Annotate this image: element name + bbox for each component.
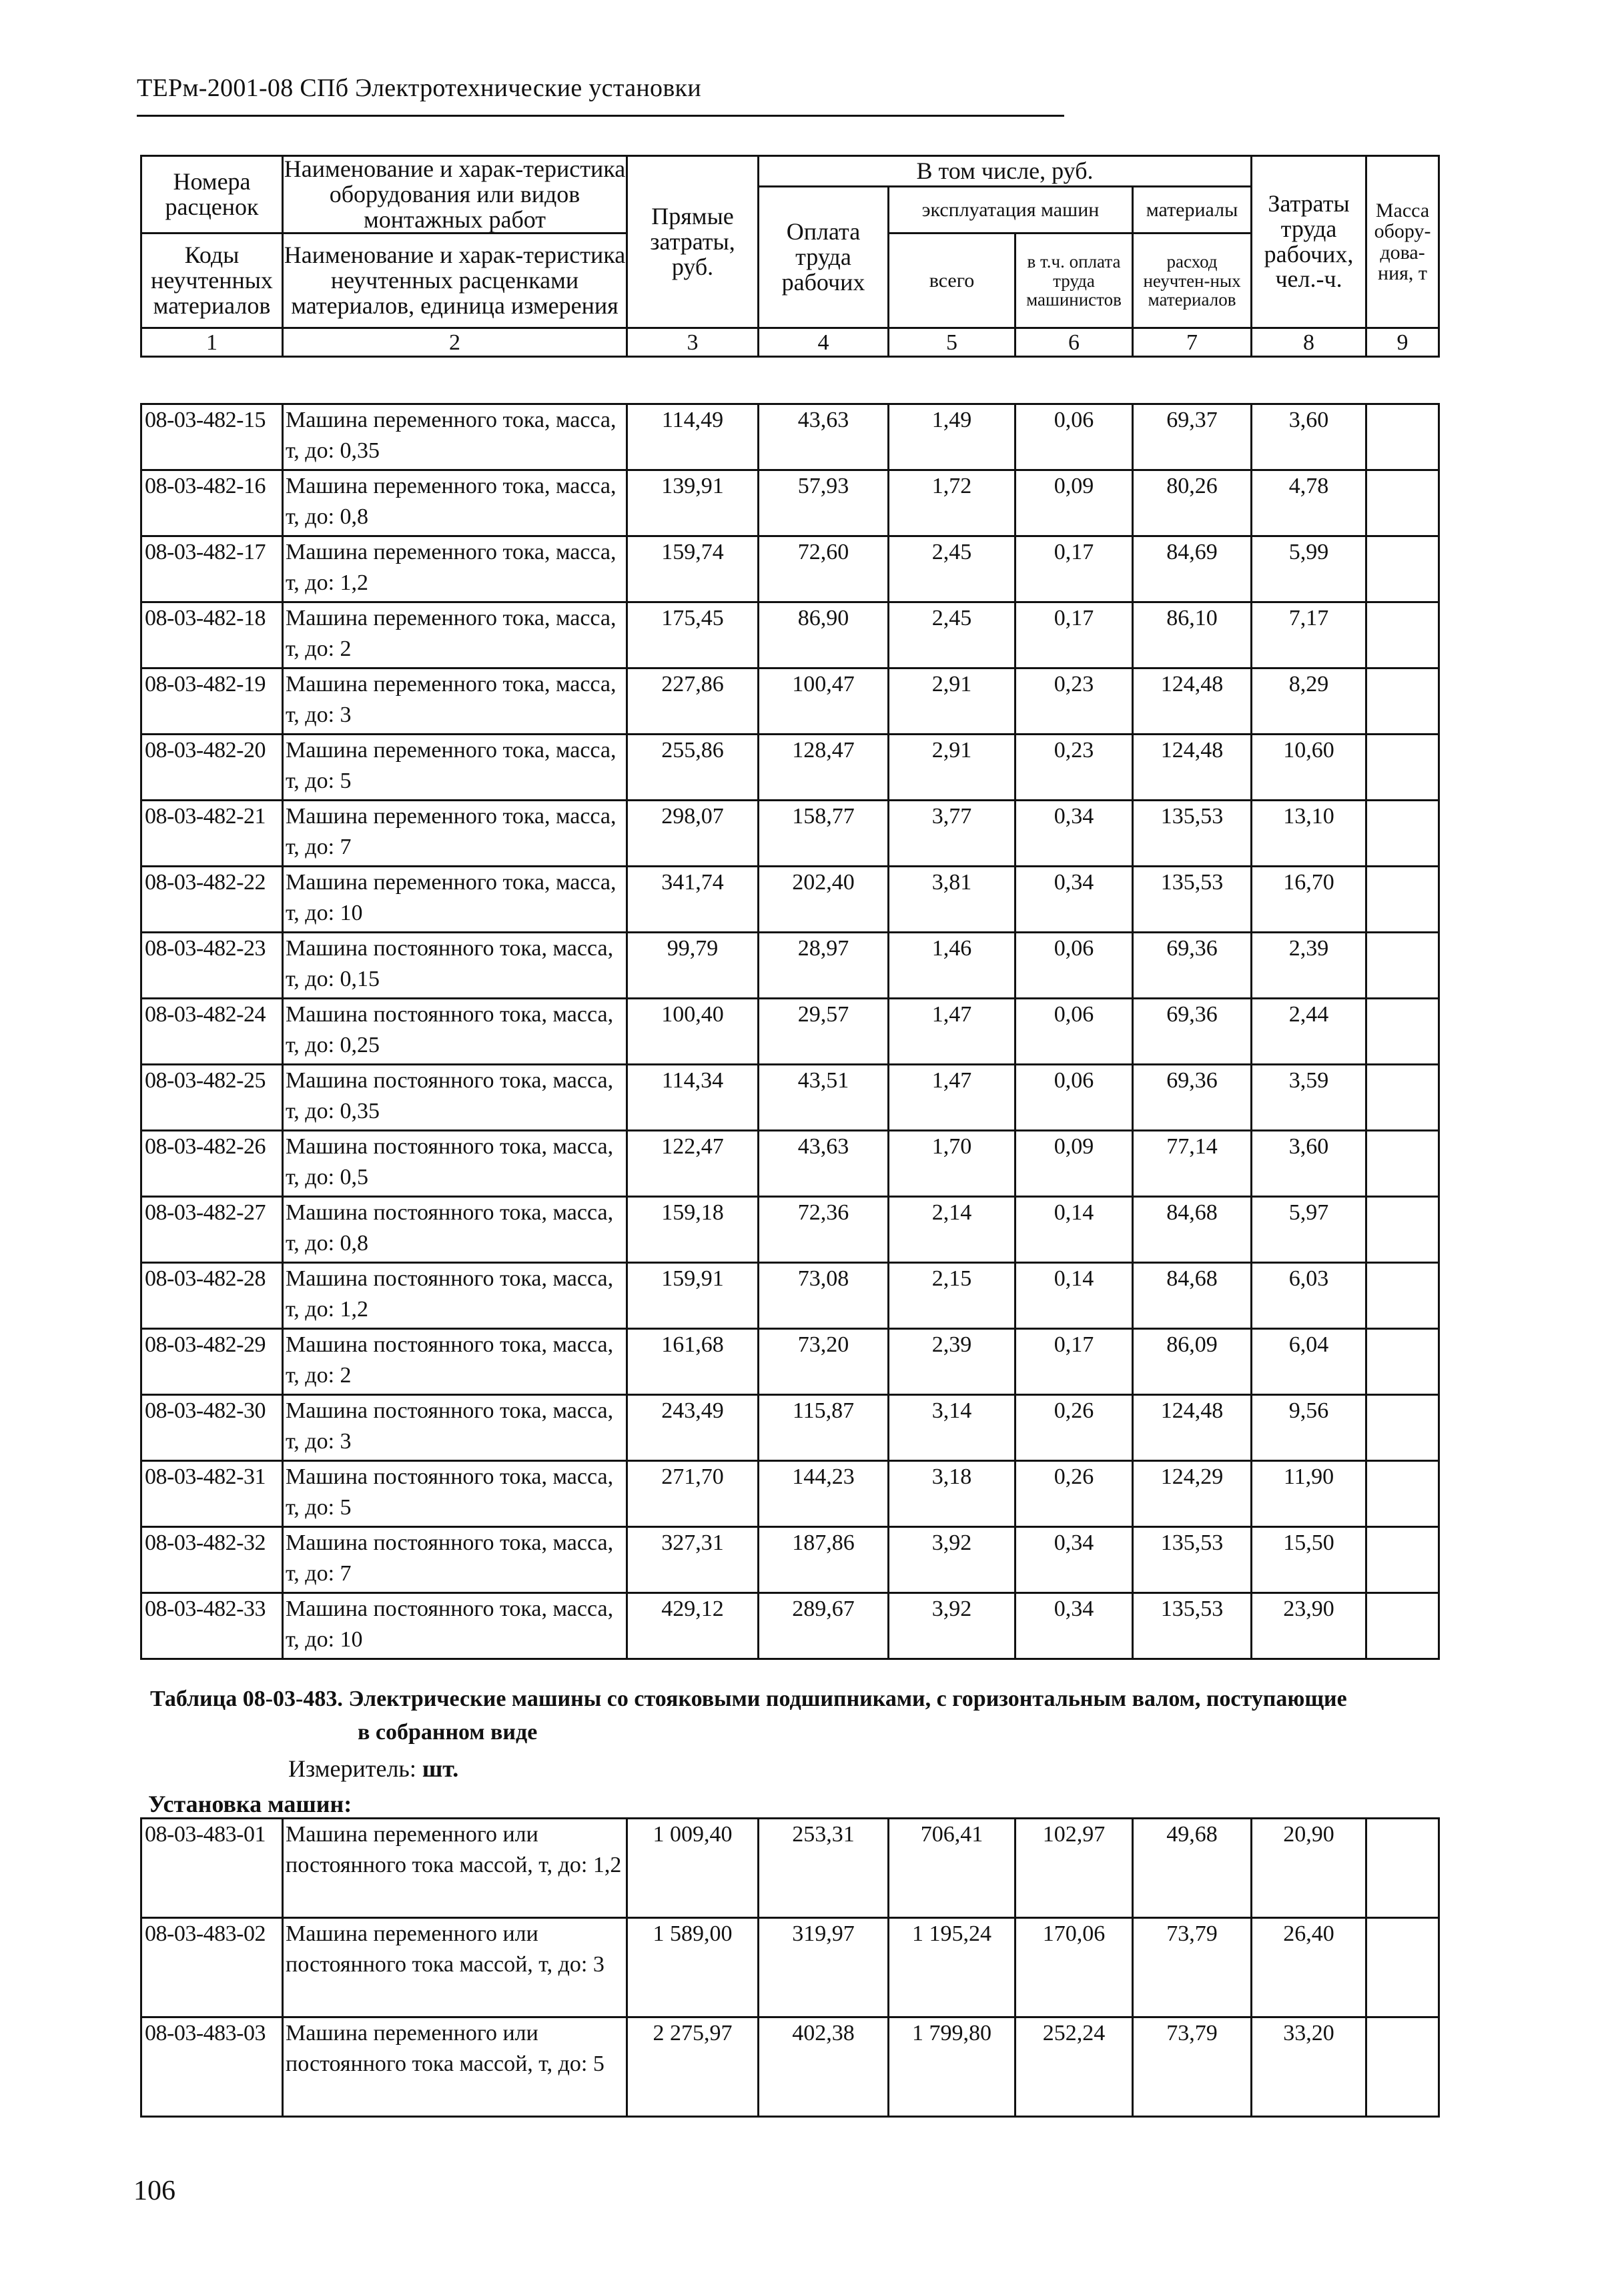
work-name-cell: Машина переменного тока, масса, т, до: 1,2 (283, 536, 627, 602)
table-row (141, 999, 1439, 1065)
rate-code-cell: 08-03-482-26 (141, 1131, 283, 1197)
work-name-cell: Машина переменного тока, масса, т, до: 0,8 (283, 470, 627, 536)
equipment-mass-cell (1366, 602, 1439, 668)
equipment-mass-cell (1366, 536, 1439, 602)
machinist-pay-cell: 0,17 (1016, 1329, 1133, 1395)
rate-code-cell: 08-03-482-16 (141, 470, 283, 536)
column-number: 7 (1133, 328, 1252, 357)
labor-hours-cell: 3,59 (1252, 1065, 1366, 1131)
direct-costs-cell: 255,86 (627, 735, 759, 801)
rate-code-cell: 08-03-482-31 (141, 1461, 283, 1527)
machine-cost-total-cell: 2,91 (889, 668, 1016, 735)
labor-hours-cell: 6,04 (1252, 1329, 1366, 1395)
labor-pay-cell: 144,23 (759, 1461, 889, 1527)
section-heading: Установка машин: (148, 1791, 352, 1817)
table-row (141, 2017, 1439, 2117)
column-number: 3 (627, 328, 759, 357)
materials-cost-cell: 84,68 (1133, 1197, 1252, 1263)
machine-cost-total-cell: 3,81 (889, 867, 1016, 933)
table-row (141, 933, 1439, 999)
direct-costs-cell: 327,31 (627, 1527, 759, 1593)
labor-hours-cell: 4,78 (1252, 470, 1366, 536)
equipment-mass-cell (1366, 933, 1439, 999)
header-equipment-mass: Масса обору-дова-ния, т (1366, 156, 1439, 328)
machine-cost-total-cell: 2,45 (889, 602, 1016, 668)
labor-pay-cell: 253,31 (759, 1819, 889, 1918)
machinist-pay-cell: 0,06 (1016, 933, 1133, 999)
materials-cost-cell: 69,36 (1133, 1065, 1252, 1131)
equipment-mass-cell (1366, 668, 1439, 735)
rate-code-cell: 08-03-482-28 (141, 1263, 283, 1329)
direct-costs-cell: 1 589,00 (627, 1918, 759, 2017)
table-row (141, 602, 1439, 668)
equipment-mass-cell (1366, 470, 1439, 536)
labor-hours-cell: 20,90 (1252, 1819, 1366, 1918)
table-row (141, 1131, 1439, 1197)
materials-cost-cell: 86,10 (1133, 602, 1252, 668)
work-name-cell: Машина переменного или постоянного тока массой, т, до: 3 (283, 1918, 627, 2017)
machinist-pay-cell: 0,14 (1016, 1197, 1133, 1263)
table-row (141, 404, 1439, 470)
page-header-title: ТЕРм-2001-08 СПб Электротехнические установки (137, 74, 701, 102)
machine-cost-total-cell: 1,46 (889, 933, 1016, 999)
equipment-mass-cell (1366, 801, 1439, 867)
direct-costs-cell: 175,45 (627, 602, 759, 668)
machine-cost-total-cell: 1 195,24 (889, 1918, 1016, 2017)
machinist-pay-cell: 0,26 (1016, 1395, 1133, 1461)
rate-code-cell: 08-03-483-02 (141, 1918, 283, 2017)
direct-costs-cell: 159,18 (627, 1197, 759, 1263)
equipment-mass-cell (1366, 1527, 1439, 1593)
equipment-mass-cell (1366, 1918, 1439, 2017)
labor-pay-cell: 319,97 (759, 1918, 889, 2017)
table-row (141, 1527, 1439, 1593)
table-483-title (150, 1683, 1451, 1749)
labor-pay-cell: 72,36 (759, 1197, 889, 1263)
header-direct-costs: Прямые затраты, руб. (627, 156, 759, 328)
direct-costs-cell: 159,91 (627, 1263, 759, 1329)
machinist-pay-cell: 0,34 (1016, 1527, 1133, 1593)
machine-cost-total-cell: 2,39 (889, 1329, 1016, 1395)
machinist-pay-cell: 102,97 (1016, 1819, 1133, 1918)
rate-code-cell: 08-03-482-25 (141, 1065, 283, 1131)
column-number: 5 (889, 328, 1016, 357)
machinist-pay-cell: 0,06 (1016, 1065, 1133, 1131)
machine-cost-total-cell: 1,70 (889, 1131, 1016, 1197)
table-row (141, 1819, 1439, 1918)
work-name-cell: Машина постоянного тока, масса, т, до: 5 (283, 1461, 627, 1527)
equipment-mass-cell (1366, 1819, 1439, 1918)
rate-code-cell: 08-03-483-03 (141, 2017, 283, 2117)
work-name-cell: Машина постоянного тока, масса, т, до: 10 (283, 1593, 627, 1659)
machine-cost-total-cell: 3,92 (889, 1593, 1016, 1659)
materials-cost-cell: 80,26 (1133, 470, 1252, 536)
equipment-mass-cell (1366, 735, 1439, 801)
labor-pay-cell: 100,47 (759, 668, 889, 735)
work-name-cell: Машина переменного тока, масса, т, до: 3 (283, 668, 627, 735)
rates-table-482 (140, 403, 1440, 1660)
materials-cost-cell: 49,68 (1133, 1819, 1252, 1918)
header-machine-operation: эксплуатация машин (889, 187, 1133, 234)
machine-cost-total-cell: 1,47 (889, 1065, 1016, 1131)
materials-cost-cell: 124,48 (1133, 1395, 1252, 1461)
labor-hours-cell: 13,10 (1252, 801, 1366, 867)
meter-label: Измеритель: (288, 1755, 416, 1782)
rate-code-cell: 08-03-482-33 (141, 1593, 283, 1659)
direct-costs-cell: 243,49 (627, 1395, 759, 1461)
direct-costs-cell: 114,49 (627, 404, 759, 470)
rate-code-cell: 08-03-482-32 (141, 1527, 283, 1593)
work-name-cell: Машина постоянного тока, масса, т, до: 1,2 (283, 1263, 627, 1329)
header-material-description: Наименование и харак-теристика неучтенных расценками материалов, единица измерения (283, 234, 627, 328)
machinist-pay-cell: 0,06 (1016, 999, 1133, 1065)
column-number: 4 (759, 328, 889, 357)
direct-costs-cell: 429,12 (627, 1593, 759, 1659)
machine-cost-total-cell: 706,41 (889, 1819, 1016, 1918)
rate-code-cell: 08-03-482-23 (141, 933, 283, 999)
table-483-title-line: Таблица 08-03-483. Электрические машины со стояковыми подшипниками, с горизонтальным валом, поступающие (150, 1687, 1347, 1711)
rate-code-cell: 08-03-482-20 (141, 735, 283, 801)
labor-pay-cell: 402,38 (759, 2017, 889, 2117)
table-row (141, 801, 1439, 867)
materials-cost-cell: 77,14 (1133, 1131, 1252, 1197)
direct-costs-cell: 139,91 (627, 470, 759, 536)
labor-pay-cell: 187,86 (759, 1527, 889, 1593)
labor-hours-cell: 8,29 (1252, 668, 1366, 735)
equipment-mass-cell (1366, 1065, 1439, 1131)
equipment-mass-cell (1366, 1395, 1439, 1461)
labor-hours-cell: 9,56 (1252, 1395, 1366, 1461)
equipment-mass-cell (1366, 2017, 1439, 2117)
column-number: 6 (1016, 328, 1133, 357)
rate-code-cell: 08-03-482-18 (141, 602, 283, 668)
table-row (141, 1263, 1439, 1329)
machine-cost-total-cell: 2,14 (889, 1197, 1016, 1263)
materials-cost-cell: 124,29 (1133, 1461, 1252, 1527)
header-including-group: В том числе, руб. (759, 156, 1252, 187)
labor-hours-cell: 7,17 (1252, 602, 1366, 668)
labor-pay-cell: 202,40 (759, 867, 889, 933)
column-number: 8 (1252, 328, 1366, 357)
table-row (141, 1395, 1439, 1461)
work-name-cell: Машина постоянного тока, масса, т, до: 7 (283, 1527, 627, 1593)
column-header-table (140, 155, 1440, 358)
column-number: 2 (283, 328, 627, 357)
labor-pay-cell: 57,93 (759, 470, 889, 536)
unit-of-measure (288, 1755, 458, 1783)
materials-cost-cell: 135,53 (1133, 1527, 1252, 1593)
rate-code-cell: 08-03-482-17 (141, 536, 283, 602)
column-number: 9 (1366, 328, 1439, 357)
work-name-cell: Машина переменного тока, масса, т, до: 5 (283, 735, 627, 801)
machinist-pay-cell: 0,14 (1016, 1263, 1133, 1329)
materials-cost-cell: 135,53 (1133, 1593, 1252, 1659)
machinist-pay-cell: 0,26 (1016, 1461, 1133, 1527)
machinist-pay-cell: 0,06 (1016, 404, 1133, 470)
header-labor-hours: Затраты труда рабочих, чел.-ч. (1252, 156, 1366, 328)
materials-cost-cell: 73,79 (1133, 2017, 1252, 2117)
direct-costs-cell: 122,47 (627, 1131, 759, 1197)
equipment-mass-cell (1366, 1131, 1439, 1197)
table-row (141, 1329, 1439, 1395)
machinist-pay-cell: 0,34 (1016, 867, 1133, 933)
table-row (141, 668, 1439, 735)
labor-hours-cell: 10,60 (1252, 735, 1366, 801)
table-row (141, 735, 1439, 801)
column-number: 1 (141, 328, 283, 357)
labor-pay-cell: 28,97 (759, 933, 889, 999)
labor-pay-cell: 43,51 (759, 1065, 889, 1131)
table-row (141, 1065, 1439, 1131)
materials-cost-cell: 135,53 (1133, 801, 1252, 867)
table-row (141, 536, 1439, 602)
machine-cost-total-cell: 3,77 (889, 801, 1016, 867)
table-row (141, 1918, 1439, 2017)
work-name-cell: Машина переменного или постоянного тока массой, т, до: 1,2 (283, 1819, 627, 1918)
work-name-cell: Машина переменного тока, масса, т, до: 10 (283, 867, 627, 933)
table-row (141, 1593, 1439, 1659)
header-labor-pay: Оплата труда рабочих (759, 187, 889, 328)
labor-pay-cell: 158,77 (759, 801, 889, 867)
machine-cost-total-cell: 1 799,80 (889, 2017, 1016, 2117)
machine-cost-total-cell: 1,47 (889, 999, 1016, 1065)
machinist-pay-cell: 252,24 (1016, 2017, 1133, 2117)
direct-costs-cell: 99,79 (627, 933, 759, 999)
labor-hours-cell: 23,90 (1252, 1593, 1366, 1659)
rate-code-cell: 08-03-482-24 (141, 999, 283, 1065)
table-row (141, 1461, 1439, 1527)
direct-costs-cell: 2 275,97 (627, 2017, 759, 2117)
table-row (141, 867, 1439, 933)
machinist-pay-cell: 0,23 (1016, 668, 1133, 735)
labor-pay-cell: 86,90 (759, 602, 889, 668)
labor-pay-cell: 72,60 (759, 536, 889, 602)
machine-cost-total-cell: 1,49 (889, 404, 1016, 470)
work-name-cell: Машина переменного тока, масса, т, до: 2 (283, 602, 627, 668)
work-name-cell: Машина постоянного тока, масса, т, до: 0,8 (283, 1197, 627, 1263)
table-483-title-line: в собранном виде (358, 1720, 538, 1745)
direct-costs-cell: 100,40 (627, 999, 759, 1065)
machine-cost-total-cell: 1,72 (889, 470, 1016, 536)
labor-hours-cell: 2,44 (1252, 999, 1366, 1065)
equipment-mass-cell (1366, 1197, 1439, 1263)
rate-code-cell: 08-03-483-01 (141, 1819, 283, 1918)
labor-pay-cell: 43,63 (759, 1131, 889, 1197)
equipment-mass-cell (1366, 404, 1439, 470)
direct-costs-cell: 1 009,40 (627, 1819, 759, 1918)
materials-cost-cell: 135,53 (1133, 867, 1252, 933)
labor-hours-cell: 5,99 (1252, 536, 1366, 602)
header-rate-numbers: Номера расценок (141, 156, 283, 234)
direct-costs-cell: 159,74 (627, 536, 759, 602)
direct-costs-cell: 271,70 (627, 1461, 759, 1527)
materials-cost-cell: 69,36 (1133, 933, 1252, 999)
labor-pay-cell: 128,47 (759, 735, 889, 801)
direct-costs-cell: 161,68 (627, 1329, 759, 1395)
materials-cost-cell: 69,36 (1133, 999, 1252, 1065)
header-machines-total: всего (889, 234, 1016, 328)
labor-hours-cell: 16,70 (1252, 867, 1366, 933)
materials-cost-cell: 86,09 (1133, 1329, 1252, 1395)
materials-cost-cell: 73,79 (1133, 1918, 1252, 2017)
header-machinists-pay: в т.ч. оплата труда машинистов (1016, 234, 1133, 328)
header-work-description: Наименование и харак-теристика оборудования или видов монтажных работ (283, 156, 627, 234)
page-number: 106 (133, 2176, 175, 2206)
labor-hours-cell: 3,60 (1252, 1131, 1366, 1197)
rates-table-483 (140, 1817, 1440, 2118)
rate-code-cell: 08-03-482-27 (141, 1197, 283, 1263)
labor-pay-cell: 73,08 (759, 1263, 889, 1329)
header-rule (137, 115, 1064, 117)
direct-costs-cell: 298,07 (627, 801, 759, 867)
labor-hours-cell: 33,20 (1252, 2017, 1366, 2117)
rate-code-cell: 08-03-482-19 (141, 668, 283, 735)
machine-cost-total-cell: 3,14 (889, 1395, 1016, 1461)
table-row (141, 470, 1439, 536)
equipment-mass-cell (1366, 1329, 1439, 1395)
labor-pay-cell: 115,87 (759, 1395, 889, 1461)
machine-cost-total-cell: 3,18 (889, 1461, 1016, 1527)
work-name-cell: Машина переменного или постоянного тока массой, т, до: 5 (283, 2017, 627, 2117)
materials-cost-cell: 124,48 (1133, 668, 1252, 735)
rate-code-cell: 08-03-482-22 (141, 867, 283, 933)
rate-code-cell: 08-03-482-30 (141, 1395, 283, 1461)
materials-cost-cell: 124,48 (1133, 735, 1252, 801)
labor-hours-cell: 6,03 (1252, 1263, 1366, 1329)
direct-costs-cell: 114,34 (627, 1065, 759, 1131)
equipment-mass-cell (1366, 1461, 1439, 1527)
labor-hours-cell: 2,39 (1252, 933, 1366, 999)
machinist-pay-cell: 0,34 (1016, 1593, 1133, 1659)
materials-cost-cell: 69,37 (1133, 404, 1252, 470)
labor-hours-cell: 11,90 (1252, 1461, 1366, 1527)
machinist-pay-cell: 0,09 (1016, 1131, 1133, 1197)
labor-hours-cell: 26,40 (1252, 1918, 1366, 2017)
direct-costs-cell: 341,74 (627, 867, 759, 933)
machinist-pay-cell: 0,23 (1016, 735, 1133, 801)
labor-pay-cell: 289,67 (759, 1593, 889, 1659)
equipment-mass-cell (1366, 867, 1439, 933)
labor-pay-cell: 43,63 (759, 404, 889, 470)
machinist-pay-cell: 0,09 (1016, 470, 1133, 536)
header-materials: материалы (1133, 187, 1252, 234)
labor-pay-cell: 73,20 (759, 1329, 889, 1395)
work-name-cell: Машина постоянного тока, масса, т, до: 0,5 (283, 1131, 627, 1197)
rate-code-cell: 08-03-482-15 (141, 404, 283, 470)
machinist-pay-cell: 0,34 (1016, 801, 1133, 867)
labor-hours-cell: 15,50 (1252, 1527, 1366, 1593)
work-name-cell: Машина переменного тока, масса, т, до: 0,35 (283, 404, 627, 470)
header-material-codes: Коды неучтенных материалов (141, 234, 283, 328)
header-unaccounted-materials: расход неучтен-ных материалов (1133, 234, 1252, 328)
work-name-cell: Машина постоянного тока, масса, т, до: 0,35 (283, 1065, 627, 1131)
table-row (141, 1197, 1439, 1263)
work-name-cell: Машина переменного тока, масса, т, до: 7 (283, 801, 627, 867)
labor-pay-cell: 29,57 (759, 999, 889, 1065)
materials-cost-cell: 84,68 (1133, 1263, 1252, 1329)
machine-cost-total-cell: 2,15 (889, 1263, 1016, 1329)
equipment-mass-cell (1366, 1593, 1439, 1659)
equipment-mass-cell (1366, 999, 1439, 1065)
rate-code-cell: 08-03-482-29 (141, 1329, 283, 1395)
machinist-pay-cell: 0,17 (1016, 536, 1133, 602)
equipment-mass-cell (1366, 1263, 1439, 1329)
meter-value: шт. (422, 1755, 459, 1782)
machinist-pay-cell: 170,06 (1016, 1918, 1133, 2017)
work-name-cell: Машина постоянного тока, масса, т, до: 0,15 (283, 933, 627, 999)
rate-code-cell: 08-03-482-21 (141, 801, 283, 867)
machine-cost-total-cell: 2,91 (889, 735, 1016, 801)
work-name-cell: Машина постоянного тока, масса, т, до: 0,25 (283, 999, 627, 1065)
work-name-cell: Машина постоянного тока, масса, т, до: 2 (283, 1329, 627, 1395)
machinist-pay-cell: 0,17 (1016, 602, 1133, 668)
direct-costs-cell: 227,86 (627, 668, 759, 735)
work-name-cell: Машина постоянного тока, масса, т, до: 3 (283, 1395, 627, 1461)
materials-cost-cell: 84,69 (1133, 536, 1252, 602)
labor-hours-cell: 3,60 (1252, 404, 1366, 470)
labor-hours-cell: 5,97 (1252, 1197, 1366, 1263)
machine-cost-total-cell: 2,45 (889, 536, 1016, 602)
machine-cost-total-cell: 3,92 (889, 1527, 1016, 1593)
